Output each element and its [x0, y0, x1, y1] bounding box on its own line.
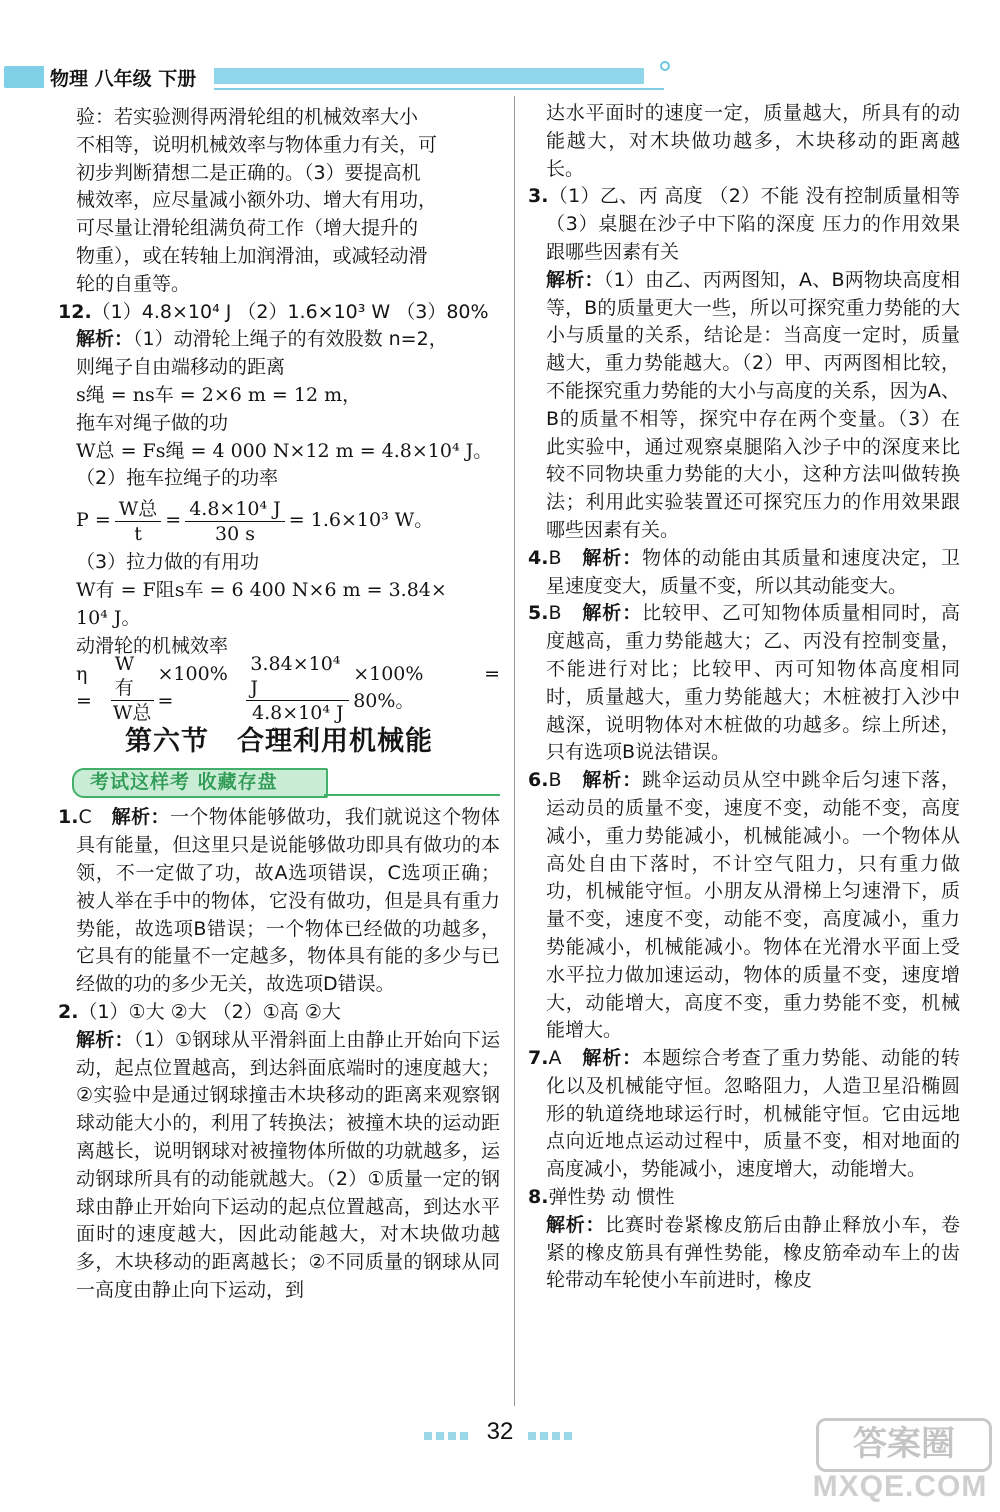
text-line: 初步判断猜想二是正确的。（3）要提高机	[76, 161, 421, 184]
exam-banner	[58, 766, 500, 800]
header-dot-icon	[660, 61, 670, 71]
fraction-denominator: 4.8×10⁴ J	[252, 701, 344, 724]
text-line: 不相等，说明机械效率与物体重力有关，可	[76, 133, 438, 156]
question-number: 4.	[528, 546, 549, 569]
header-line-decoration	[214, 88, 664, 90]
question-number: 8.	[528, 1186, 549, 1209]
text-line: 验：若实验测得两滑轮组的机械效率大小	[76, 106, 419, 128]
answer-text: （1）乙、丙 高度 （2）不能 没有控制质量相等 （3）桌腿在沙子中下陷的深度 压力的作用效果跟哪些因素有关	[546, 185, 960, 263]
analysis-text: 动滑轮的机械效率	[76, 634, 229, 657]
answer-text: B	[548, 769, 562, 792]
equation-line: s绳 = ns车 = 2×6 m = 12 m，	[76, 383, 362, 406]
analysis-label: 解析：	[582, 769, 643, 792]
analysis-text: 跳伞运动员从空中跳伞后匀速下落，运动员的质量不变，速度不变，动能不变，高度减小，重力势能减小，机械能减小。一个物体从高处自由下落时，不计空气阻力，只有重力做功，机械能守恒。小朋友从滑梯上匀速滑下，质量不变，速度不变，动能不变，高度减小，重力势能减小，机械能减小。物体在光滑水平面上受水平拉力做加速运动，物体的质量不变，速度增大，动能增大，高度不变，重力势能不变，机械能增大。	[546, 769, 960, 1042]
fraction	[111, 652, 154, 725]
question-8-answer	[528, 1184, 960, 1212]
watermark-badge: 答案圈	[816, 1418, 992, 1472]
fraction-numerator: W有	[111, 652, 154, 701]
fraction	[185, 497, 285, 546]
question-number: 6.	[528, 769, 549, 792]
power-equation	[76, 493, 500, 549]
text-line: 轮的自重等。	[76, 272, 191, 295]
banner-text: 考试这样考 收藏存盘	[90, 771, 278, 794]
prev-answer-continuation	[58, 104, 500, 299]
text-line: 可尽量让滑轮组满负荷工作（增大提升的	[76, 217, 419, 240]
q2-continuation: 达水平面时的速度一定，质量越大，所具有的动能越大，对木块做功越多，木块移动的距离越长。	[546, 102, 960, 180]
equation-part: η =	[76, 662, 92, 713]
answer-text: B	[548, 546, 562, 569]
analysis-text: 则绳子自由端移动的距离	[76, 356, 286, 379]
analysis-text: （3）拉力做的有用功	[76, 551, 260, 574]
equation-line: W有 = F阻s车 = 6 400 N×6 m = 3.84×	[76, 578, 447, 601]
question-3-analysis	[528, 267, 960, 545]
section-title: 第六节 合理利用机械能	[125, 726, 433, 758]
question-number: 3.	[528, 185, 549, 208]
analysis-text: （1）①钢球从平滑斜面上由静止开始向下运动，起点位置越高，到达斜面底端时的速度越大；②实验中是通过钢球撞击木块移动的距离来观察钢球动能大小的，利用了转换法；被撞木块的运动距离越长，说明钢球对被撞物体所做的功就越多，运动钢球所具有的动能就越大。（2）①质量一定的钢球由静止开始向下运动的起点位置越高，到达水平面时的速度越大，因此动能越大，对木块做功越多，木块移动的距离越长；②不同质量的钢球从同一高度由静止向下运动，到	[76, 1028, 500, 1301]
fraction	[246, 652, 349, 725]
question-number: 7.	[528, 1047, 549, 1070]
question-2-answer	[58, 999, 500, 1027]
analysis-label: 解析：	[76, 1028, 134, 1051]
analysis-text: （2）拖车拉绳子的功率	[76, 467, 279, 490]
analysis-text: 比赛时卷紧橡皮筋后由静止释放小车，卷紧的橡皮筋具有弹性势能，橡皮筋牵动车上的齿轮带动车轮使小车前进时，橡皮	[546, 1213, 960, 1292]
equation-part: ×100% = 80%。	[353, 662, 500, 713]
equation-line: 10⁴ J。	[76, 606, 141, 629]
question-number: 12.	[58, 300, 92, 323]
page-number: 32	[486, 1418, 514, 1445]
equation-part: =	[165, 509, 182, 532]
right-column	[528, 100, 960, 1295]
analysis-label: 解析：	[582, 546, 643, 569]
analysis-text: 物体的动能由其质量和速度决定，卫星速度变大，质量不变，所以其动能变大。	[546, 546, 960, 597]
question-number: 5.	[528, 602, 549, 625]
question-1	[58, 804, 500, 999]
header-tab-decoration	[4, 66, 44, 88]
answer-text: A	[548, 1047, 562, 1070]
question-6	[528, 767, 960, 1045]
efficiency-equation	[76, 652, 500, 724]
column-divider	[514, 96, 515, 1406]
answer-text: 弹性势 动 惯性	[548, 1186, 675, 1209]
analysis-label: 解析：	[582, 1047, 643, 1070]
question-2-analysis	[58, 1027, 500, 1305]
question-3-answer	[528, 183, 960, 266]
question-12	[58, 299, 500, 724]
fraction-numerator: 4.8×10⁴ J	[185, 497, 285, 522]
answer-text: C	[78, 806, 92, 829]
analysis-label: 解析：	[582, 602, 643, 625]
question-4	[528, 545, 960, 601]
analysis-label: 解析：	[546, 1213, 606, 1236]
equation-part: P =	[76, 509, 111, 532]
footer-left-decoration	[424, 1432, 472, 1440]
analysis-text: 拖车对绳子做的功	[76, 411, 229, 434]
watermark-url: MXQE.COM	[812, 1470, 988, 1503]
answer-text: （1）4.8×10⁴ J （2）1.6×10³ W （3）80%	[91, 300, 489, 323]
analysis-text: 比较甲、乙可知物体质量相同时，高度越高，重力势能越大；乙、丙没有控制变量，不能进行对比；比较甲、丙可知物体高度相同时，质量越大，重力势能越大；木桩被打入沙中越深，说明物体对木桩做的功越多。综上所述，只有选项B说法错误。	[546, 602, 960, 764]
text-line: 械效率，应尽量减小额外功、增大有用功，	[76, 189, 438, 212]
fraction-denominator: 30 s	[215, 522, 255, 545]
analysis-text: 一个物体能够做功，我们就说这个物体具有能量，但这里只是说能够做功即具有做功的本领，不一定做了功，故A选项错误，C选项正确；被人举在手中的物体，它没有做功，但是具有重力势能，故选项B错误；一个物体已经做的功越多，它具有的能量不一定越多，物体具有能的多少与已经做的功的多少无关，故选项D错误。	[76, 806, 500, 996]
question-8-analysis	[528, 1212, 960, 1295]
analysis-label: 解析：	[111, 806, 170, 829]
header-bar-decoration	[214, 68, 644, 84]
answer-text: B	[548, 602, 562, 625]
equation-part: ×100% =	[157, 662, 228, 713]
question-7	[528, 1045, 960, 1184]
fraction-denominator: t	[134, 522, 142, 545]
answer-text: （1）①大 ②大 （2）①高 ②大	[78, 1000, 341, 1023]
footer-right-decoration	[528, 1432, 576, 1440]
answer-line	[58, 299, 500, 327]
text-line: 物重），或在转轴上加润滑油，或减轻动滑	[76, 244, 428, 267]
analysis-text: 本题综合考查了重力势能、动能的转化以及机械能守恒。忽略阻力，人造卫星沿椭圆形的轨道绕地球运行时，机械能守恒。它由远地点向近地点运动过程中，质量不变，相对地面的高度减小，势能减小，速度增大，动能增大。	[546, 1047, 960, 1181]
question-number: 2.	[58, 1000, 79, 1023]
question-5	[528, 600, 960, 767]
equation-line: W总 = Fs绳 = 4 000 N×12 m = 4.8×10⁴ J。	[76, 439, 493, 462]
question-number: 1.	[58, 806, 79, 829]
fraction-numerator: 3.84×10⁴ J	[246, 652, 349, 701]
analysis-text: （1）动滑轮上绳子的有效股数 n=2，	[133, 328, 448, 351]
page-header	[0, 60, 1000, 96]
analysis-text: （1）由乙、丙两图知，A、B两物块高度相等，B的质量更大一些，所以可探究重力势能的大小与质量的关系，结论是：当高度一定时，质量越大，重力势能越大。（2）甲、丙两图相比较，不能探究重力势能的大小与高度的关系，因为A、B的质量不相等，探究中存在两个变量。（3）在此实验中，通过观察桌腿陷入沙子中的深度来比较不同物块重力势能的大小，这种方法叫做转换法；利用此实验装置还可探究压力的作用效果跟哪些因素有关。	[546, 268, 960, 541]
fraction	[115, 497, 162, 546]
analysis-label: 解析：	[76, 328, 134, 351]
fraction-numerator: W总	[115, 497, 162, 522]
watermark-logo	[810, 1418, 990, 1508]
left-column	[58, 104, 500, 1305]
analysis-label: 解析：	[546, 268, 604, 291]
equation-part: = 1.6×10³ W。	[288, 509, 434, 532]
banner-underline	[324, 794, 500, 796]
analysis-line	[76, 326, 500, 354]
fraction-denominator: W总	[112, 701, 152, 724]
header-title: 物理 八年级 下册	[50, 68, 197, 90]
